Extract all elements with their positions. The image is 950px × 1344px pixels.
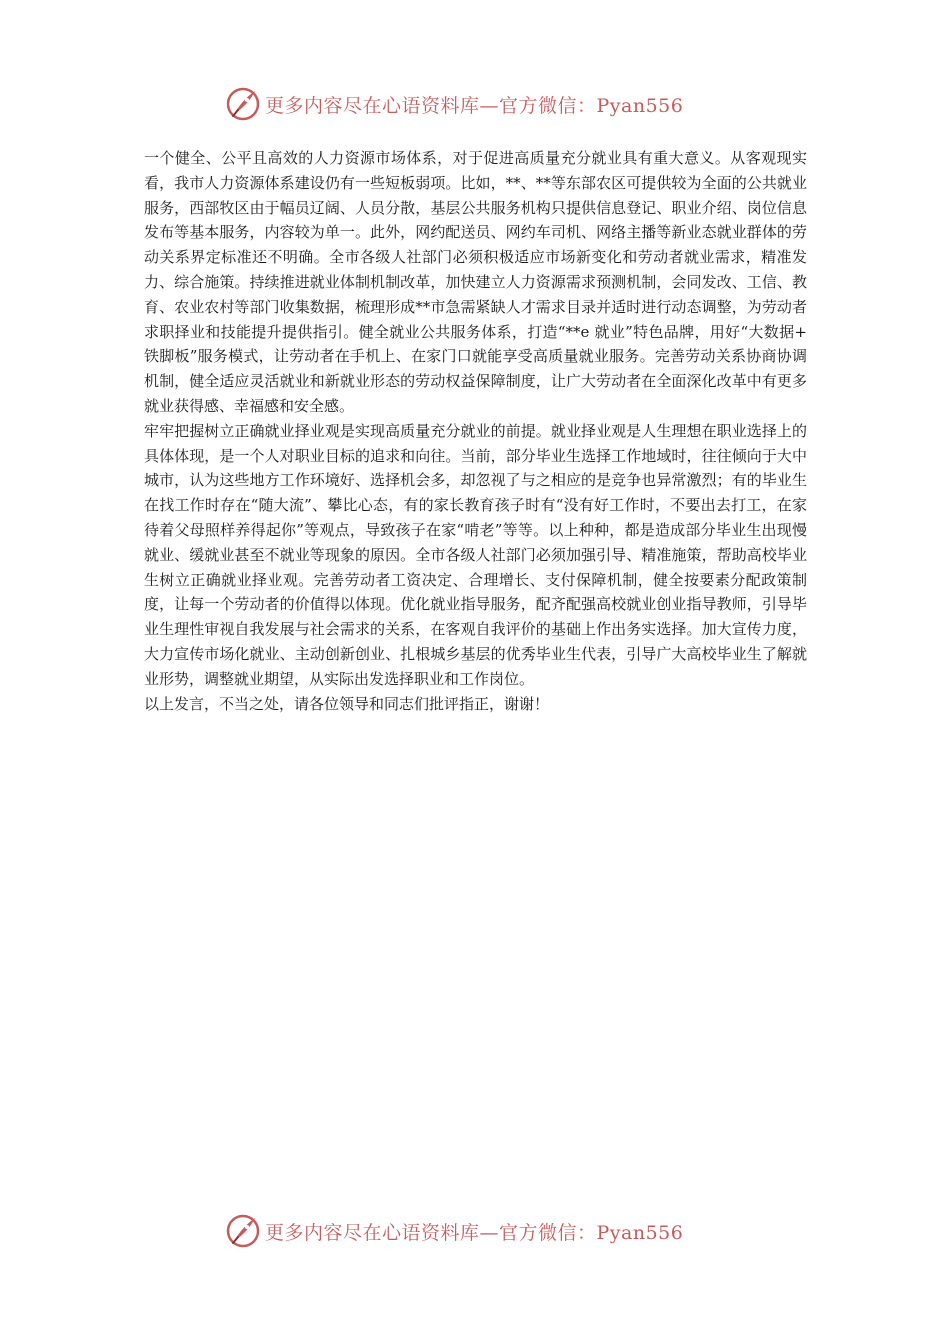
header-banner <box>225 84 725 124</box>
banner-text: 更多内容尽在心语资料库—官方微信：Pyan556 <box>265 1221 684 1244</box>
quill-pen-logo-icon <box>225 86 261 122</box>
quill-pen-logo-icon <box>225 1213 261 1249</box>
document-body <box>144 146 807 716</box>
footer-banner <box>225 1211 725 1251</box>
banner-text: 更多内容尽在心语资料库—官方微信：Pyan556 <box>265 94 684 117</box>
paragraph-3: 以上发言，不当之处，请各位领导和同志们批评指正，谢谢！ <box>144 694 550 713</box>
paragraph-2: 牢牢把握树立正确就业择业观是实现高质量充分就业的前提。就业择业观是人生理想在职业选择上的具体体现，是一个人对职业目标的追求和向往。当前，部分毕业生选择工作地域时，往往倾向于大中城市，认为这些地方工作环境好、选择机会多，却忽视了与之相应的是竞争也异常激烈；有的毕业生在找工作时存在“随大流”、攀比心态，有的家长教育孩子时有“没有好工作时，不要出去打工，在家待着父母照样养得起你”等观点，导致孩子在家“啃老”等等。以上种种，都是造成部分毕业生出现慢就业、缓就业甚至不就业等现象的原因。全市各级人社部门必须加强引导、精准施策，帮助高校毕业生树立正确就业择业观。完善劳动者工资决定、合理增长、支付保障机制，健全按要素分配政策制度，让每一个劳动者的价值得以体现。优化就业指导服务，配齐配强高校就业创业指导教师，引导毕业生理性审视自我发展与社会需求的关系，在客观自我评价的基础上作出务实选择。加大宣传力度，大力宣传市场化就业、主动创新创业、扎根城乡基层的优秀毕业生代表，引导广大高校毕业生了解就业形势，调整就业期望，从实际出发选择职业和工作岗位。 <box>144 421 807 688</box>
paragraph-1: 一个健全、公平且高效的人力资源市场体系，对于促进高质量充分就业具有重大意义。从客观现实看，我市人力资源体系建设仍有一些短板弱项。比如，**、**等东部农区可提供较为全面的公共就业服务，西部牧区由于幅员辽阔、人员分散，基层公共服务机构只提供信息登记、职业介绍、岗位信息发布等基本服务，内容较为单一。此外，网约配送员、网约车司机、网络主播等新业态就业群体的劳动关系界定标准还不明确。全市各级人社部门必须积极适应市场新变化和劳动者就业需求，精准发力、综合施策。持续推进就业体制机制改革，加快建立人力资源需求预测机制，会同发改、工信、教育、农业农村等部门收集数据，梳理形成**市急需紧缺人才需求目录并适时进行动态调整，为劳动者求职择业和技能提升提供指引。健全就业公共服务体系，打造“**e 就业”特色品牌，用好“大数据+ 铁脚板”服务模式，让劳动者在手机上、在家门口就能享受高质量就业服务。完善劳动关系协商协调机制，健全适应灵活就业和新就业形态的劳动权益保障制度，让广大劳动者在全面深化改革中有更多就业获得感、幸福感和安全感。 <box>144 149 807 415</box>
